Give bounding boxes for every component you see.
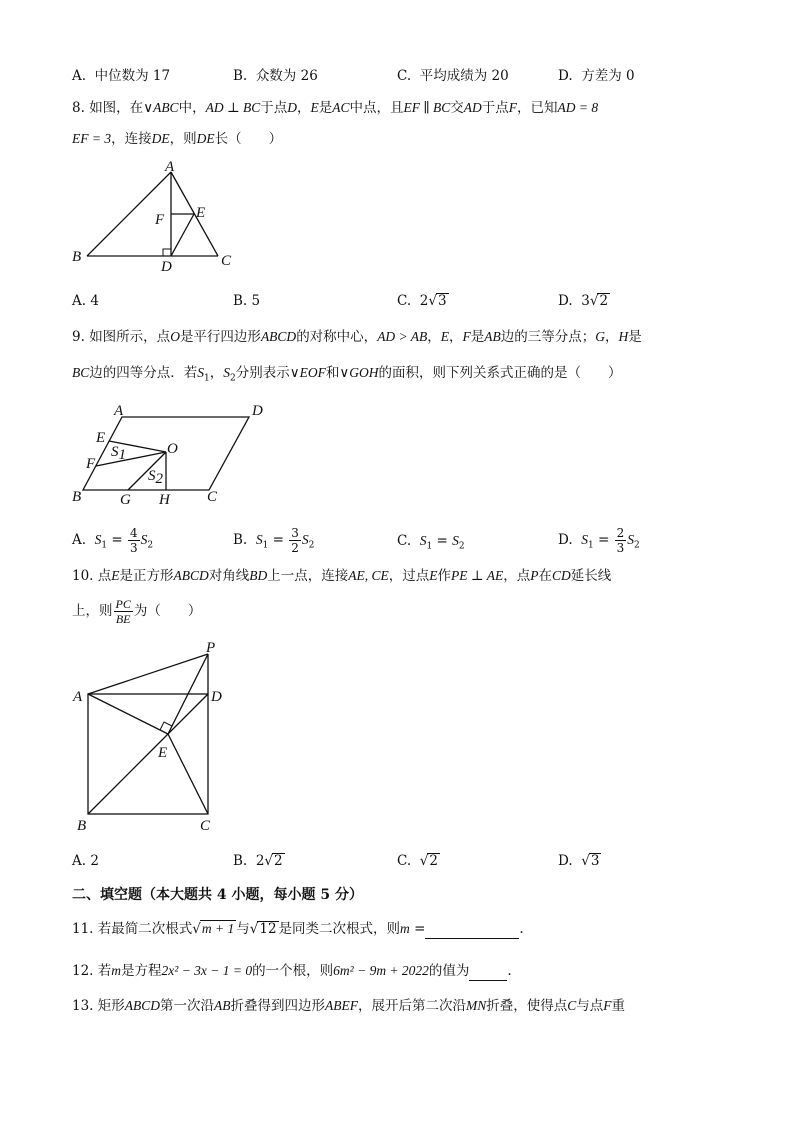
q9-stem-line2: BC边的四等分点．若$S_1$，$S_2$分别表示∨EOF和∨GOH的面积，则下列关系式正确的是（ ） (72, 365, 622, 384)
q10-label-b: B (77, 818, 87, 834)
q9-segment-fo (96, 452, 166, 466)
sqrt-symbol: √ (264, 853, 274, 869)
q12-answer-blank[interactable] (469, 962, 507, 981)
q10-option-c[interactable]: C. √2 (397, 853, 438, 869)
fraction: $\frac{4}{3}$ (130, 526, 138, 555)
q8-label-e: E (196, 205, 206, 221)
q10-option-b[interactable]: B. 2√2 (233, 853, 283, 869)
q10-segment-ce (168, 734, 208, 814)
q10-label-a: A (73, 689, 83, 705)
question-11: 11. 若最简二次根式√m + 1 与√12 是同类二次根式，则m = . (72, 921, 524, 937)
q9-label-g: G (120, 492, 131, 508)
sqrt-symbol: √ (249, 921, 259, 937)
q8-stem-line2: EF = 3，连接DE，则DE长（ ） (72, 131, 283, 147)
q9-label-e: E (96, 430, 106, 446)
fraction: $\frac{2}{3}$ (616, 526, 625, 555)
q10-label-e: E (158, 745, 168, 761)
q9-label-d: D (252, 403, 263, 419)
q11-answer-blank[interactable] (425, 920, 519, 939)
q8-right-angle-mark (163, 249, 171, 256)
sqrt-symbol: √ (192, 921, 201, 937)
sqrt-symbol: √ (419, 853, 429, 869)
q7-option-d[interactable]: D. 方差为 0 (558, 68, 635, 84)
q8-label-d: D (161, 259, 172, 273)
q10-square-figure (66, 632, 241, 837)
q10-label-c: C (200, 818, 211, 834)
q8-option-a[interactable]: A. 4 (72, 293, 99, 309)
q8-option-d[interactable]: D. 3√2 (558, 293, 609, 309)
sqrt-symbol: √ (428, 293, 437, 309)
q8-option-c[interactable]: C. 2√3 (397, 293, 447, 309)
q9-option-b[interactable]: B. $S_1$ = $\frac{3}{2}$ $S_2$ (233, 526, 315, 555)
q9-option-a[interactable]: A. $S_1$ = $\frac{4}{3}$ $S_2$ (72, 526, 154, 555)
q10-segment-ap (88, 654, 208, 694)
q10-stem-line1: 10. 点E是正方形ABCD对角线BD上一点，连接AE, CE，过点E作PE ⊥ AE，点P在CD延长线 (72, 568, 612, 584)
q8-label-c: C (221, 253, 232, 269)
q9-label-s1: S1 (111, 444, 126, 463)
q9-option-d[interactable]: D. $S_1$ = $\frac{2}{3}$ $S_2$ (558, 526, 640, 555)
q9-label-c: C (207, 489, 218, 505)
q9-label-b: B (72, 489, 82, 505)
section-2-heading: 二、填空题（本大题共 4 小题，每小题 5 分） (72, 887, 363, 903)
q8-triangle-figure (66, 158, 246, 273)
q7-option-b[interactable]: B. 众数为 26 (233, 68, 318, 84)
q7-option-c[interactable]: C. 平均成绩为 20 (397, 68, 509, 84)
q10-segment-ae (88, 694, 168, 734)
q10-label-d: D (211, 689, 222, 705)
q8-label-a: A (165, 159, 175, 175)
q8-segment-de (171, 214, 194, 256)
question-13: 13. 矩形ABCD第一次沿AB折叠得到四边形ABEF，展开后第二次沿MN折叠，使得点C与点F重 (72, 998, 626, 1014)
q9-option-c[interactable]: C. $S_1 = S_2$ (397, 533, 465, 552)
sqrt-symbol: √ (581, 853, 590, 869)
q9-parallelogram-figure (66, 398, 286, 510)
q8-stem-line1: 8. 如图，在∨ABC中，AD ⊥ BC于点D，E是AC中点，且EF ∥ BC交AD于点F，已知AD = 8 (72, 100, 599, 116)
q8-option-b[interactable]: B. 5 (233, 293, 261, 309)
q10-diagonal-bd (88, 694, 208, 814)
q9-stem-line1: 9. 如图所示，点O是平行四边形ABCD的对称中心，AD > AB，E，F是AB边的三等分点；G，H是 (72, 329, 642, 345)
sqrt-symbol: √ (589, 293, 599, 309)
q10-option-a[interactable]: A. 2 (72, 853, 99, 869)
q9-label-a: A (114, 403, 124, 419)
q9-label-o: O (167, 441, 178, 457)
q9-label-s2: S2 (148, 468, 163, 487)
fraction-pc-over-be: $\frac{PC}{BE}$ (115, 597, 131, 626)
q8-label-f: F (155, 212, 165, 228)
q7-option-a[interactable]: A. 中位数为 17 (72, 68, 171, 84)
q10-label-p: P (206, 640, 216, 656)
q10-stem-line2: 上，则 $\frac{PC}{BE}$ 为（ ） (72, 597, 202, 626)
fraction: $\frac{3}{2}$ (291, 526, 299, 555)
q9-label-f: F (86, 456, 96, 472)
question-12: 12. 若m是方程2x² − 3x − 1 = 0的一个根，则6m² − 9m + 2022的值为 . (72, 963, 512, 979)
q9-label-h: H (159, 492, 170, 508)
q8-label-b: B (72, 249, 82, 265)
q10-option-d[interactable]: D. √3 (558, 853, 600, 869)
